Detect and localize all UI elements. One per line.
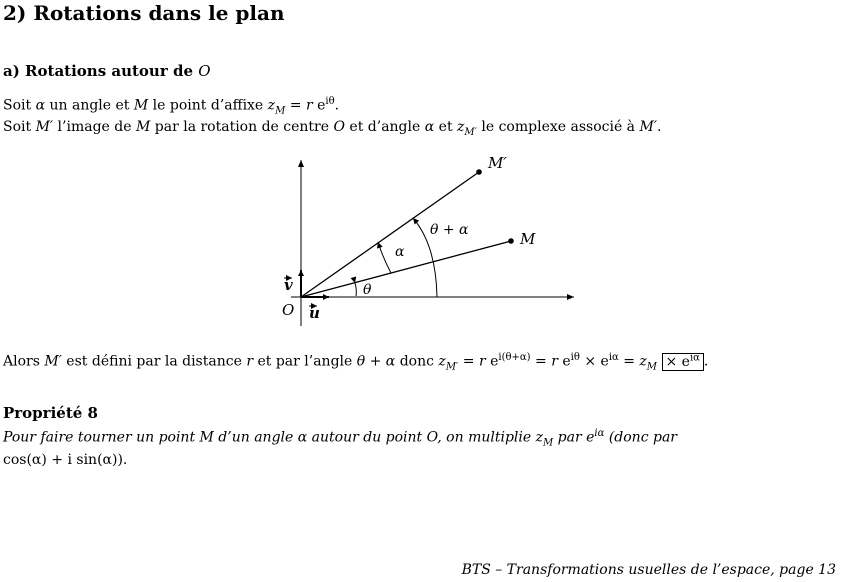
math-Mprime: M′	[35, 119, 54, 135]
math-z: z	[457, 119, 465, 135]
math-sub: M	[275, 105, 286, 117]
text: Pour faire tourner un point M d’un angle α autour du point O, on multiplie z	[3, 429, 543, 446]
text: Soit	[3, 119, 36, 135]
label-Mprime: M′	[488, 154, 507, 172]
ray-OM	[301, 241, 511, 297]
text: et	[434, 119, 458, 135]
point-Mprime	[476, 169, 482, 175]
math-times: × e	[579, 353, 609, 370]
subsection-title-text: a) Rotations autour de	[3, 62, 199, 80]
text: Alors	[3, 353, 45, 370]
math-sub: M	[646, 361, 658, 373]
page-footer: BTS – Transformations usuelles de l’espace, page 13	[461, 562, 836, 578]
math-M: M	[135, 119, 151, 135]
text: et d’angle	[344, 119, 425, 135]
math-r: r	[246, 353, 254, 370]
math-e: e	[485, 353, 499, 370]
math-sub: M′	[445, 361, 459, 373]
text: .	[657, 119, 662, 135]
text: et par l’angle	[253, 353, 357, 370]
math-boxed: × e	[665, 353, 690, 370]
math-exp: i(θ+α)	[498, 352, 531, 363]
math-exp: iθ	[570, 352, 580, 363]
math-z: z	[438, 353, 446, 370]
math-eq: =	[618, 353, 640, 370]
math-exp: iα	[608, 352, 619, 363]
math-sub: M′	[464, 126, 477, 138]
text: l’image de	[53, 119, 136, 135]
arc-alpha	[378, 242, 391, 273]
math-alpha: α	[424, 119, 435, 135]
math-e: e	[312, 97, 326, 114]
property-line-1	[3, 428, 677, 448]
text: le complexe associé à	[476, 119, 640, 135]
text: par e	[553, 429, 595, 446]
math-r: r	[478, 353, 486, 370]
math-eq: =	[458, 353, 479, 370]
math-Mprime: M′	[44, 353, 62, 370]
text: le point d’affixe	[148, 97, 268, 114]
subsection-point: O	[198, 62, 211, 80]
math-exp: iθ	[325, 96, 335, 107]
math-exp: iα	[594, 428, 605, 439]
math-M: M	[133, 97, 149, 114]
boxed-factor	[662, 353, 704, 371]
label-v: v	[284, 276, 293, 294]
math-alpha: α	[35, 97, 46, 114]
text: un angle et	[45, 97, 134, 114]
text: (donc par	[604, 429, 677, 446]
section-title: 2) Rotations dans le plan	[3, 1, 285, 25]
label-M: M	[520, 230, 536, 248]
label-u: u	[309, 304, 320, 322]
text: par la rotation de centre	[150, 119, 334, 135]
arc-theta	[355, 283, 356, 296]
label-theta-alpha: θ + α	[430, 222, 469, 238]
math-eq: =	[285, 97, 306, 114]
math-e: e	[557, 353, 571, 370]
point-M	[508, 238, 514, 244]
text: Soit	[3, 97, 36, 114]
math-angle: θ + α	[356, 353, 396, 370]
text: donc	[395, 353, 439, 370]
property-line-2: cos(α) + i sin(α)).	[3, 452, 128, 468]
math-eq: =	[530, 353, 552, 370]
label-alpha: α	[395, 244, 405, 260]
label-O: O	[282, 301, 295, 319]
paragraph-line-3	[3, 352, 708, 372]
text: .	[334, 97, 340, 114]
math-exp: iα	[689, 352, 700, 363]
math-z: z	[267, 97, 276, 114]
math-Mprime: M′	[639, 119, 657, 135]
math-O: O	[333, 119, 345, 135]
math-z: z	[639, 353, 647, 370]
text: est défini par la distance	[61, 353, 247, 370]
math-r: r	[305, 97, 313, 114]
math-r: r	[551, 353, 558, 370]
math-sub: M	[542, 437, 554, 449]
property-title: Propriété 8	[3, 404, 98, 422]
label-theta: θ	[363, 282, 372, 298]
text: .	[703, 353, 709, 370]
